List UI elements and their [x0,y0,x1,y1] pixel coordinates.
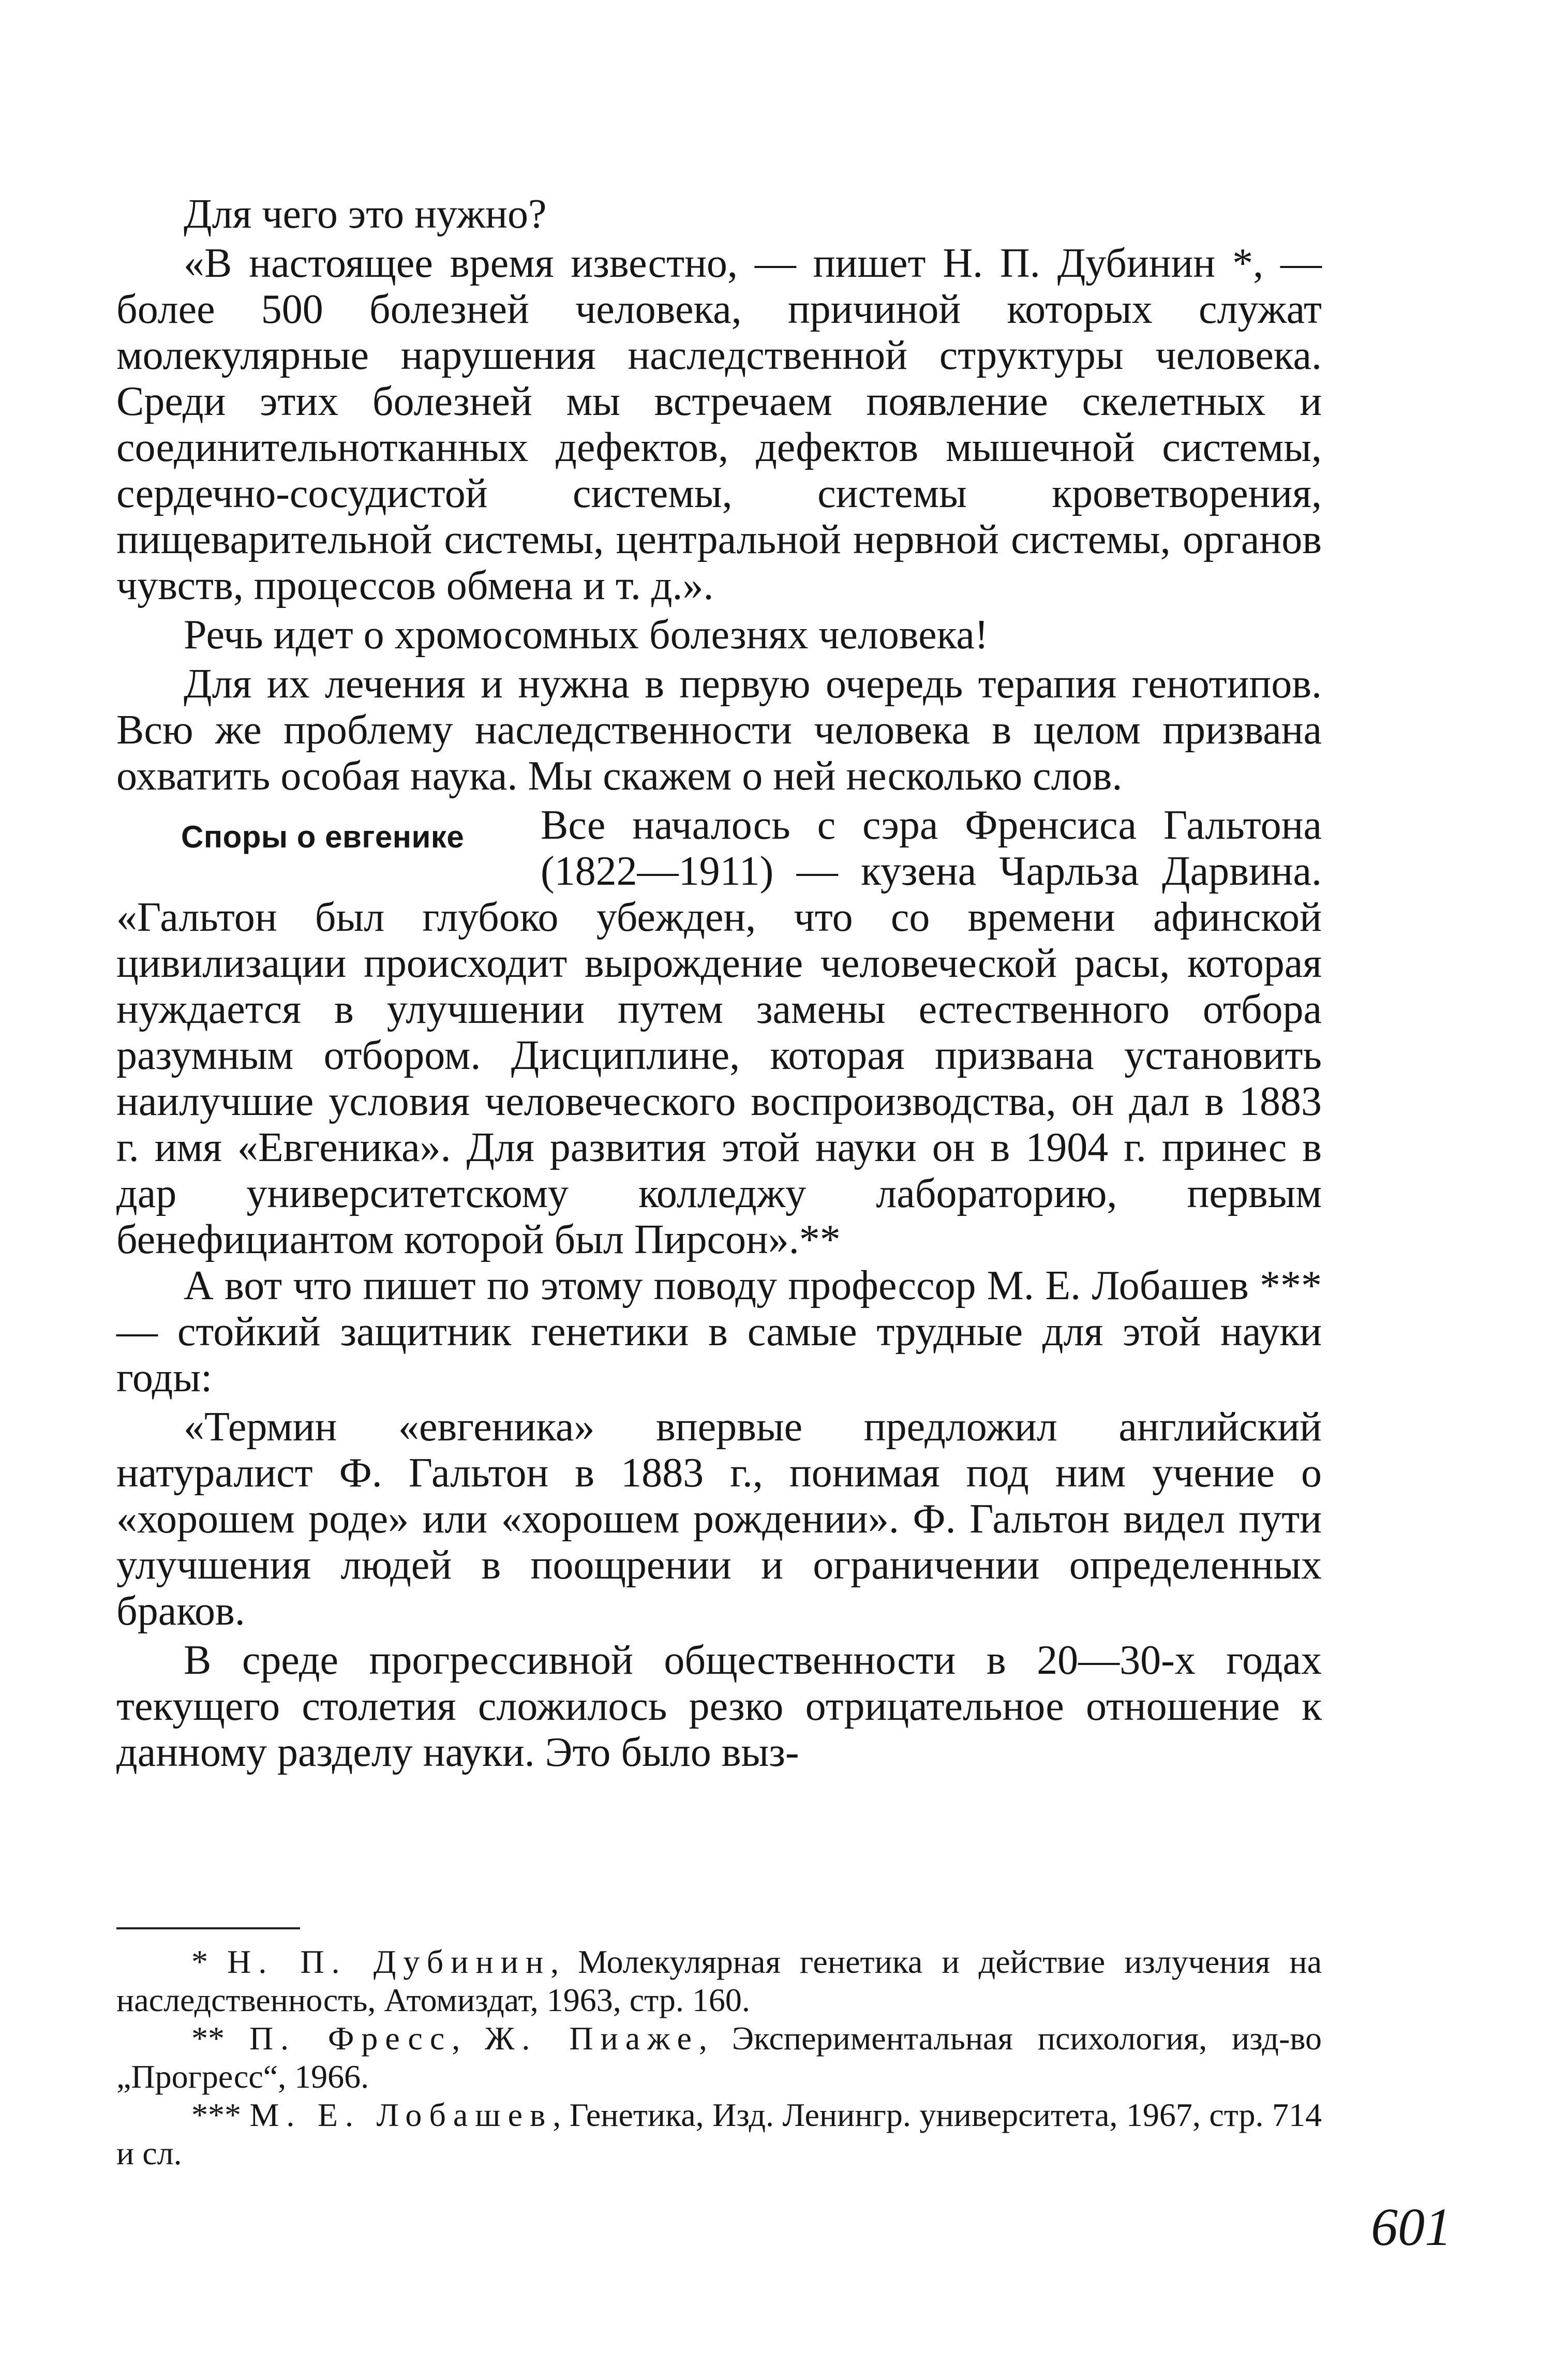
side-heading: Споры о евгенике [181,820,465,854]
paragraph-question: Для чего это нужно? [184,191,547,237]
paragraph-dubinin-quote: «В настоящее время известно, — пишет Н. П. Дубинин *, — более 500 болезней человека, причиной которых служат молекулярные нарушения наследственной структуры человека. Среди этих болезней мы встречаем появление скелетных и соединительнотканных дефектов, дефектов мышечной системы, сердечно-сосудистой системы, системы кроветворения, пищеварительной системы, центральной нервной системы, органов чувств, процессов обмена и т. д.». [116,241,1322,608]
paragraph-lobashev: А вот что пишет по этому поводу профессор М. Е. Лобашев *** — стойкий защитник генетики в самые трудные для этой науки годы: [116,1263,1322,1401]
footnotes [116,1943,1322,2173]
footnote-marker: * [191,1943,208,1980]
paragraph-genotype-therapy: Для их лечения и нужна в первую очередь терапия генотипов. Всю же проблему наследственности человека в целом призвана охватить особая наука. Мы скажем о ней несколько слов. [116,661,1322,799]
footnote-1 [116,1943,1322,2019]
footnote-divider [116,1927,300,1929]
footnote-author: П. Фресс [249,2020,452,2057]
paragraph-progressive-society: В среде прогрессивной общественности в 20—30-х годах текущего столетия сложилось резко отрицательное отношение к данному разделу науки. Это было выз- [116,1638,1322,1775]
footnote-author: Н. П. Дубинин [227,1943,551,1980]
footnote-2 [116,2019,1322,2096]
footnote-text: , Экспериментальная психология, изд-во „Прогресс“, 1966. [116,2020,1322,2095]
footnote-text: , Генетика, Изд. Ленингр. университета, 1967, стр. 714 и сл. [116,2096,1322,2171]
footnote-author: Ж. Пиаже [485,2020,699,2057]
page-number: 601 [1371,2197,1452,2257]
paragraph-galton: Все началось с сэра Френсиса Гальтона (1822—1911) — кузена Чарльза Дарвина. «Гальтон был глубоко убежден, что со времени афинской цивилизации происходит вырождение человеческой расы, которая нуждается в улучшении путем замены естественного отбора разумным отбором. Дисциплине, которая призвана установить наилучшие условия человеческого воспроизводства, он дал в 1883 г. имя «Евгеника». Для развития этой науки он в 1904 г. принес в дар университетскому колледжу лабораторию, первым бенефициантом которой был Пирсон».** [116,802,1322,1262]
footnote-marker: *** [191,2096,241,2133]
footnote-author: М. Е. Лобашев [249,2096,553,2133]
section-eugenics [116,802,1322,1263]
footnote-text: , Молекулярная генетика и действие излучения на наследственность, Атомиздат, 1963, стр. 160. [116,1943,1322,2018]
footnote-marker: ** [191,2020,225,2057]
footnote-3 [116,2096,1322,2173]
paragraph-chromosome-diseases: Речь идет о хромосомных болезнях человека! [184,612,989,658]
page-body [116,191,1322,1776]
footnote-text: , [452,2020,485,2057]
paragraph-eugenics-term: «Термин «евгеника» впервые предложил английский натуралист Ф. Гальтон в 1883 г., понимая под ним учение о «хорошем роде» или «хорошем рождении». Ф. Гальтон видел пути улучшения людей в поощрении и ограничении определенных браков. [116,1404,1322,1634]
